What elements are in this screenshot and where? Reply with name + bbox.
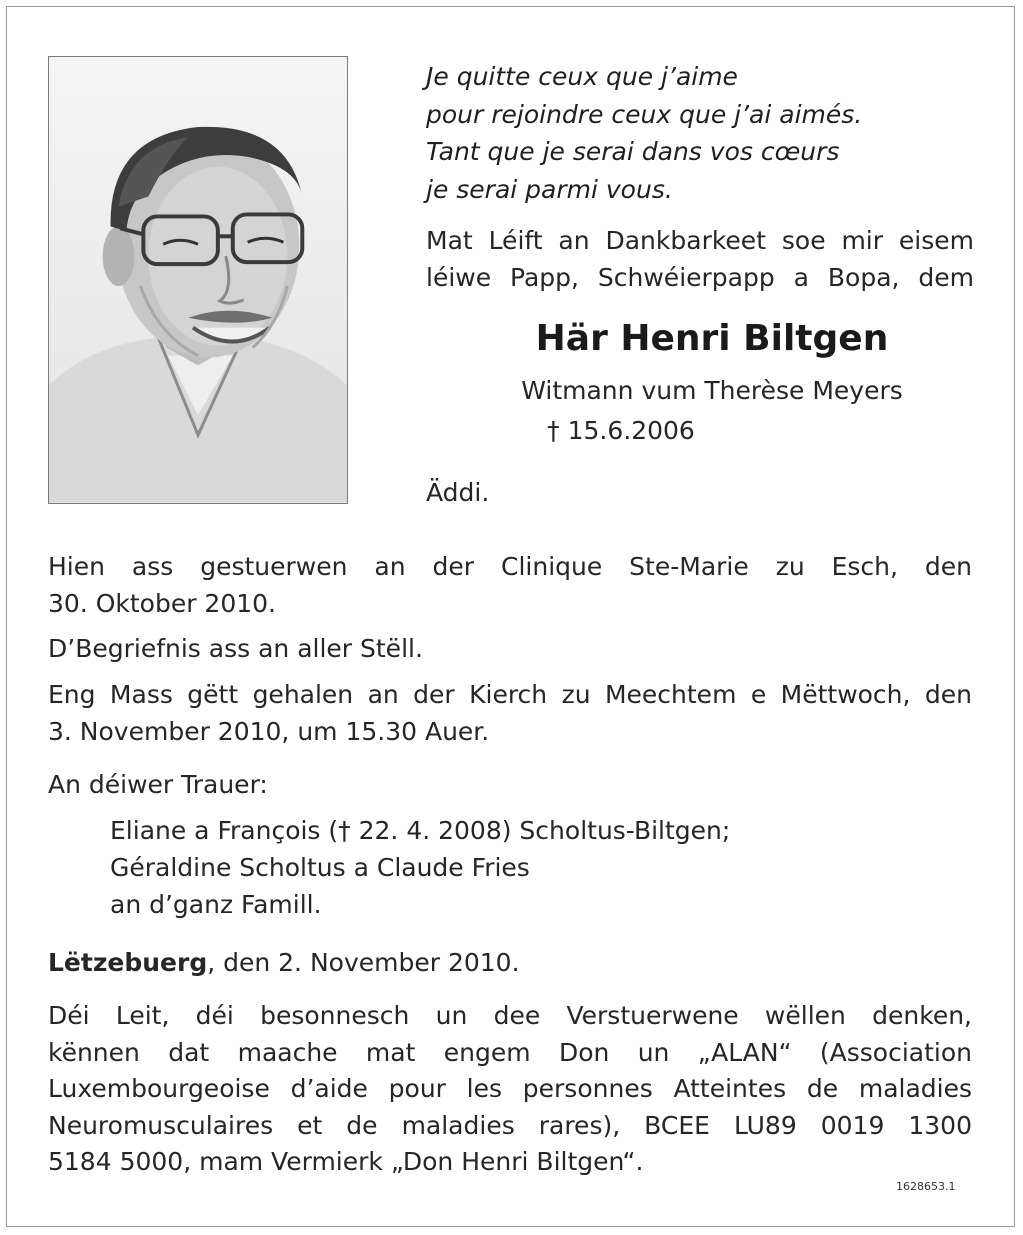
deceased-name: Här Henri Biltgen [535,318,889,359]
poem-line: je serai parmi vous. [426,174,673,204]
spouse-death-date: † 15.6.2006 [547,416,695,445]
donation-line: Neuromusculaires et de maladies rares), BCEE LU89 0019 1300 [48,1110,972,1140]
portrait-illustration [49,57,347,503]
family-list [110,812,730,923]
mass-notice [48,676,972,750]
family-member: Eliane a François († 22. 4. 2008) Scholtus-Biltgen; [110,816,731,845]
farewell-word: Äddi. [426,478,490,507]
death-notice-line-2: 30. Oktober 2010. [48,589,277,618]
death-notice [48,548,972,622]
death-notice-line-1: Hien ass gestuerwen an der Clinique Ste-Marie zu Esch, den [48,552,972,581]
intro-text [426,222,974,296]
intro-line-1: Mat Léift an Dankbarkeet soe mir eisem [426,226,974,255]
portrait-photo [48,56,348,504]
poem-line: Je quitte ceux que j’aime [426,62,738,91]
poem-line: Tant que je serai dans vos cœurs [426,137,840,166]
mass-line-1: Eng Mass gëtt gehalen an der Kierch zu Meechtem e Mëttwoch, den [48,680,972,709]
funeral-line: D’Begriefnis ass an aller Stëll. [48,634,423,663]
donation-line: 5184 5000, mam Vermierk „Don Henri Biltgen“. [48,1147,644,1176]
family-member: an d’ganz Famill. [110,890,322,919]
mass-line-2: 3. November 2010, um 15.30 Auer. [48,717,490,746]
dateline [48,944,972,981]
funeral-notice [48,630,972,667]
dateline-date: , den 2. November 2010. [207,948,520,977]
intro-line-2: léiwe Papp, Schwéierpapp a Bopa, dem [426,263,974,292]
mourning-heading-text: An déiwer Trauer: [48,770,268,799]
donation-line: Déi Leit, déi besonnesch un dee Verstuerwene wëllen denken, [48,1001,972,1030]
dateline-place: Lëtzebuerg [48,948,208,977]
mourning-heading [48,766,972,803]
family-member: Géraldine Scholtus a Claude Fries [110,853,530,882]
donation-notice [48,998,972,1181]
reference-number: 1628653.1 [896,1180,956,1193]
widower-note: Witmann vum Therèse Meyers [521,376,903,405]
donation-line: Luxembourgeoise d’aide pour les personnes Atteintes de maladies [48,1074,972,1103]
poem [426,58,986,208]
donation-line: kënnen dat maache mat engem Don un „ALAN“ (Association [48,1037,972,1067]
poem-line: pour rejoindre ceux que j’ai aimés. [426,99,863,129]
